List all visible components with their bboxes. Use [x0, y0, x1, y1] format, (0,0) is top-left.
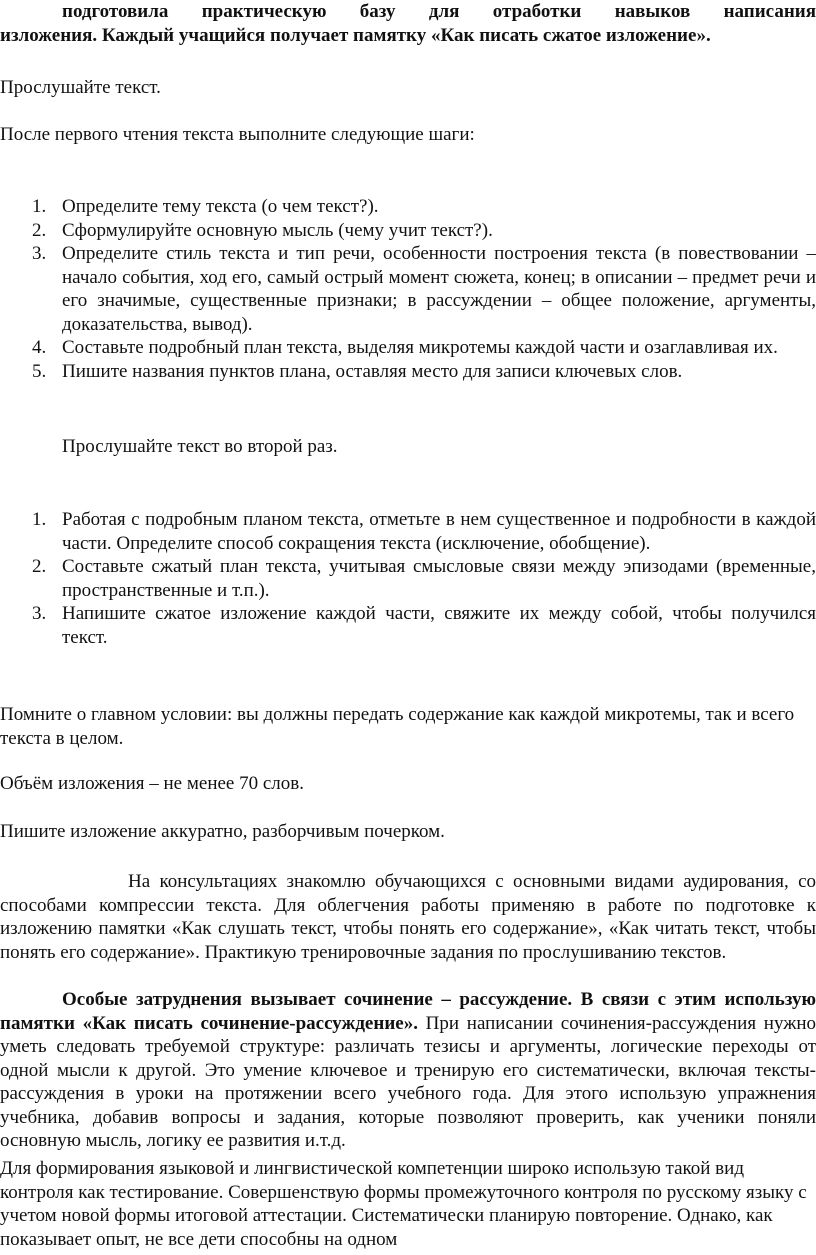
- steps-first-list: [0, 195, 816, 383]
- after-first-reading: После первого чтения текста выполните следующие шаги:: [0, 124, 475, 145]
- list-item: 2. Составьте сжатый план текста, учитывая смысловые связи между эпизодами (временные, пространственные и т.п.).: [32, 556, 816, 601]
- listen-second: Прослушайте текст во второй раз.: [62, 436, 338, 457]
- intro-line-1: подготовила практическую базу для отработки навыков написания: [62, 1, 816, 22]
- list-item: 3. Напишите сжатое изложение каждой части, свяжите их между собой, чтобы получился текст.: [32, 603, 816, 648]
- volume-note: Объём изложения – не менее 70 слов.: [0, 773, 304, 794]
- listen-first: Прослушайте текст.: [0, 77, 161, 98]
- intro-paragraph: [0, 0, 816, 47]
- consultations-paragraph: На консультациях знакомлю обучающихся с основными видами аудирования, со способами компрессии текста. Для облегчения работы применяю в работе по подготовке к изложению памятки «Как слушать текст, чтобы понять его содержание», «Как читать текст, чтобы понять его содержание». Практикую тренировочные задания по прослушиванию текстов.: [0, 871, 816, 963]
- list-item: 1. Работая с подробным планом текста, отметьте в нем существенное и подробности в каждой части. Определите способ сокращения текста (исключение, обобщение).: [32, 509, 816, 554]
- essay-bold-text: Особые затруднения вызывает сочинение – рассуждение. В связи с этим использую памятки «Как писать сочинение-рассуждение».: [0, 989, 816, 1034]
- list-item: 4. Составьте подробный план текста, выделяя микротемы каждой части и озаглавливая их.: [32, 337, 778, 358]
- list-item: 2. Сформулируйте основную мысль (чему учит текст?).: [32, 219, 493, 241]
- intro-line-2: изложения. Каждый учащийся получает памятку «Как писать сжатое изложение».: [0, 24, 711, 46]
- steps-second-list: [0, 508, 816, 649]
- list-item: 1. Определите тему текста (о чем текст?).: [32, 196, 379, 217]
- essay-paragraph: [0, 988, 816, 1153]
- essay-rest-text: При написании сочинения-рассуждения нужно уметь следовать требуемой структуре: различать тезисы и аргументы, логические переходы от одной мысли к другой. Это умение ключевое и тренирую его систематически, включая тексты-рассуждения в уроки на протяжении всего учебного года. Для этого использую упражнения учебника, добавив вопросы и задания, которые позволяют проверить, как ученики поняли основную мысль, логику ее развития и.т.д.: [0, 1012, 816, 1151]
- neatness-note: Пишите изложение аккуратно, разборчивым почерком.: [0, 821, 445, 842]
- final-paragraph: Для формирования языковой и лингвистической компетенции широко использую такой вид контроля как тестирование. Совершенствую формы промежуточного контроля по русскому языку с учетом новой формы итоговой аттестации. Систематически планирую повторение. Однако, как показывает опыт, не все дети способны на одном: [0, 1158, 807, 1250]
- main-condition: Помните о главном условии: вы должны передать содержание как каждой микротемы, так и всего текста в целом.: [0, 704, 795, 749]
- list-item: 3. Определите стиль текста и тип речи, особенности построения текста (в повествовании – начало события, ход его, самый острый момент сюжета, конец; в описании – предмет речи и его значимые, существенные признаки; в рассуждении – общее положение, аргументы, доказательства, вывод).: [32, 243, 816, 335]
- list-item: 5. Пишите названия пунктов плана, оставляя место для записи ключевых слов.: [32, 360, 683, 382]
